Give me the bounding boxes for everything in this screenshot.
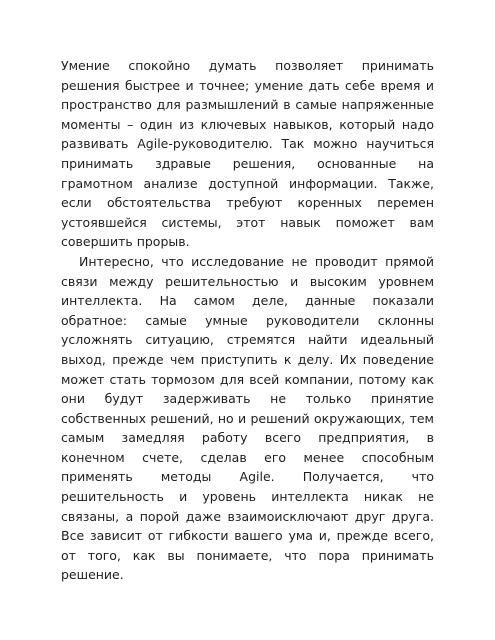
paragraph-1: Умение спокойно думать позволяет принимать решения быстрее и точнее; умение дать себе время и пространство для размышлений в самые напряженные моменты – один из ключевых навыков, который надо развивать Agile-руководителю. Так можно научиться принимать здравые решения, основанные на грамотном анализе доступной информации. Также, если обстоятельства требуют коренных перемен устоявшейся системы, этот навык поможет вам совершить прорыв. (61, 58, 434, 250)
body-text (61, 56, 434, 585)
paragraph-2: Интересно, что исследование не проводит прямой связи между решительностью и высоким уровнем интеллекта. На самом деле, данные показали обратное: самые умные руководители склонны усложнять ситуацию, стремятся найти идеальный выход, прежде чем приступить к делу. Их поведение может стать тормозом для всей компании, потому как они будут задерживать не только принятие собственных решений, но и решений окружающих, тем самым замедляя работу всего предприятия, в конечном счете, сделав его менее способным применять методы Agile. Получается, что решительность и уровень интеллекта никак не связаны, а порой даже взаимоисключают друг друга. Все зависит от гибкости вашего ума и, прежде всего, от того, как вы понимаете, что пора принимать решение. (61, 253, 434, 583)
